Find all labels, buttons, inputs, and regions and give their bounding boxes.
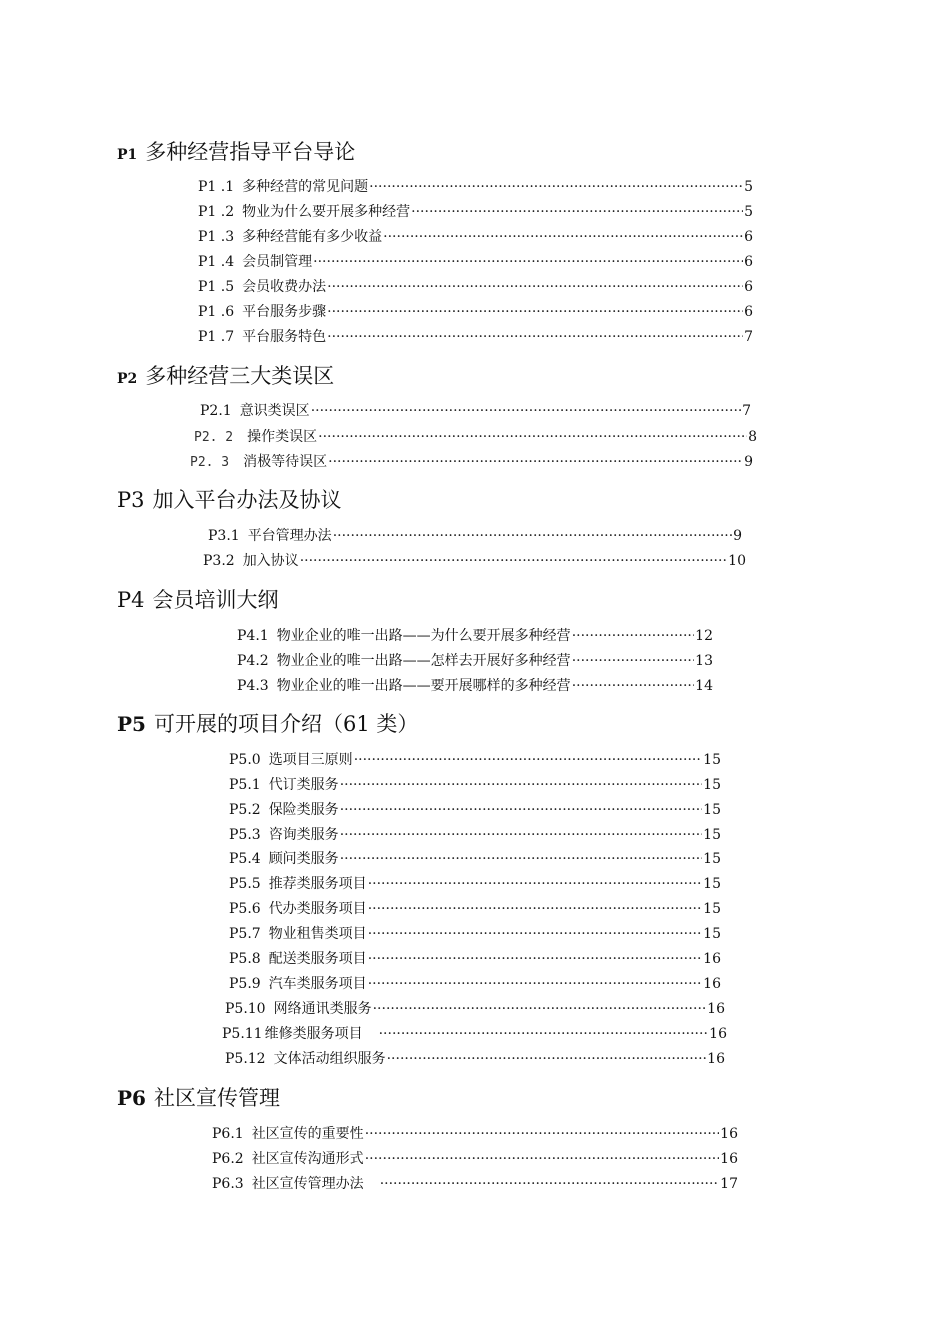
section-heading-p2 [117,363,334,392]
section-heading-p3 [117,487,342,513]
entry-number: P1 .6 [198,304,235,320]
section-heading-p5 [117,711,418,737]
entry-number: P2. 3 [190,455,230,470]
toc-entry-p5-12[interactable] [225,1049,725,1069]
entry-page-number: 16 [703,976,721,992]
entry-number: P5.11 [222,1026,263,1042]
entry-page-number: 15 [703,926,721,942]
entry-page-number: 16 [709,1026,727,1042]
entry-page-number: 9 [744,454,753,470]
dot-leader [383,227,743,247]
entry-title: 平台服务步骤 [242,304,327,320]
toc-entry-p1-7[interactable] [198,327,753,347]
section-code: P1 [117,147,138,163]
dot-leader [365,1124,719,1144]
toc-entry-p5-8[interactable] [229,949,721,969]
entry-page-number: 10 [728,553,746,569]
entry-page-number: 16 [707,1001,725,1017]
section-code: P4 [117,588,145,612]
entry-title: 意识类误区 [239,403,310,419]
dot-leader [373,999,707,1019]
entry-number: P3.1 [208,528,240,544]
dot-leader [327,302,743,322]
toc-entry-p5-3[interactable] [229,825,721,845]
entry-number: P5.5 [229,876,261,892]
entry-title: 多种经营的常见问题 [242,179,369,195]
toc-entry-p5-2[interactable] [229,800,721,820]
entry-number: P4.1 [237,628,269,644]
toc-entry-p4-1[interactable] [237,626,713,646]
dot-leader [340,775,702,795]
entry-title: 推荐类服务项目 [268,876,367,892]
section-heading-p6 [117,1085,280,1111]
entry-number: P6.2 [212,1151,244,1167]
dot-leader [368,899,702,919]
entry-number: P5.7 [229,926,261,942]
entry-number: P6.3 [212,1176,244,1192]
toc-entry-p5-4[interactable] [229,849,721,869]
dot-leader [411,202,743,222]
entry-number: P3.2 [203,553,235,569]
toc-entry-p6-3[interactable] [212,1174,738,1194]
entry-title: 顾问类服务 [268,851,339,867]
section-code: P2 [117,371,138,387]
entry-number: P2.1 [200,403,232,419]
entry-page-number: 5 [744,179,753,195]
toc-entry-p5-7[interactable] [229,924,721,944]
entry-number: P5.4 [229,851,261,867]
section-heading-p1 [117,139,355,168]
dot-leader [572,651,694,671]
section-code: P5 [117,712,146,736]
dot-leader [300,551,727,571]
entry-title: 物业企业的唯一出路——为什么要开展多种经营 [276,628,571,644]
entry-title: 物业企业的唯一出路——怎样去开展好多种经营 [276,653,571,669]
entry-page-number: 13 [695,653,713,669]
entry-number: P6.1 [212,1126,244,1142]
entry-number: P5.8 [229,951,261,967]
entry-title: 会员制管理 [242,254,313,270]
toc-entry-p1-3[interactable] [198,227,753,247]
entry-page-number: 15 [703,901,721,917]
entry-title: 保险类服务 [268,802,339,818]
dot-leader [328,452,743,472]
entry-title: 社区宣传管理办法 [251,1176,364,1192]
dot-leader [368,874,702,894]
dot-leader [327,277,743,297]
entry-number: P1 .2 [198,204,235,220]
dot-leader [369,177,743,197]
dot-leader [379,1024,709,1044]
entry-number: P5.0 [229,752,261,768]
entry-number: P5.10 [225,1001,266,1017]
dot-leader [311,401,741,421]
entry-page-number: 7 [742,403,751,419]
entry-page-number: 6 [744,254,753,270]
entry-page-number: 16 [703,951,721,967]
entry-number: P1 .1 [198,179,235,195]
toc-entry-p2-3[interactable] [190,452,753,472]
section-title: 会员培训大纲 [152,588,279,612]
entry-number: P1 .7 [198,329,235,345]
entry-number: P5.6 [229,901,261,917]
dot-leader [387,1049,707,1069]
entry-page-number: 6 [744,229,753,245]
entry-title: 物业企业的唯一出路——要开展哪样的多种经营 [276,678,571,694]
section-title: 多种经营三大类误区 [145,364,335,388]
section-title: 多种经营指导平台导论 [145,140,356,164]
entry-number: P1 .5 [198,279,235,295]
dot-leader [368,924,702,944]
toc-entry-p2-2[interactable] [194,427,757,447]
section-code: P6 [117,1086,146,1110]
dot-leader [327,327,743,347]
entry-title: 物业租售类项目 [268,926,367,942]
section-title: 加入平台办法及协议 [152,488,342,512]
entry-number: P5.2 [229,802,261,818]
entry-title: 加入协议 [242,553,299,569]
toc-entry-p1-1[interactable] [198,177,753,197]
dot-leader [572,676,694,696]
toc-entry-p6-2[interactable] [212,1149,738,1169]
dot-leader [313,252,743,272]
dot-leader [354,750,702,770]
entry-title: 配送类服务项目 [268,951,367,967]
entry-title: 网络通讯类服务 [273,1001,372,1017]
toc-entry-p1-4[interactable] [198,252,753,272]
entry-page-number: 9 [733,528,742,544]
toc-entry-p3-2[interactable] [203,551,746,571]
dot-leader [365,1149,719,1169]
dot-leader [333,526,732,546]
entry-number: P4.3 [237,678,269,694]
entry-number: P5.12 [225,1051,266,1067]
entry-page-number: 15 [703,827,721,843]
entry-title: 多种经营能有多少收益 [242,229,383,245]
dot-leader [340,849,702,869]
entry-page-number: 15 [703,876,721,892]
entry-title: 咨询类服务 [268,827,339,843]
toc-entry-p5-11[interactable] [222,1024,727,1044]
entry-page-number: 15 [703,851,721,867]
entry-number: P1 .4 [198,254,235,270]
entry-page-number: 6 [744,304,753,320]
entry-title: 文体活动组织服务 [273,1051,386,1067]
entry-title: 物业为什么要开展多种经营 [242,204,411,220]
entry-page-number: 16 [720,1126,738,1142]
entry-number: P2. 2 [194,430,234,445]
entry-number: P5.1 [229,777,261,793]
dot-leader [380,1174,719,1194]
entry-page-number: 16 [707,1051,725,1067]
entry-number: P4.2 [237,653,269,669]
entry-title: 社区宣传沟通形式 [251,1151,364,1167]
entry-number: P1 .3 [198,229,235,245]
toc-entry-p6-1[interactable] [212,1124,738,1144]
toc-entry-p5-5[interactable] [229,874,721,894]
toc-entry-p1-5[interactable] [198,277,753,297]
entry-page-number: 15 [703,752,721,768]
toc-entry-p1-6[interactable] [198,302,753,322]
toc-entry-p5-9[interactable] [229,974,721,994]
entry-title: 选项目三原则 [268,752,353,768]
entry-title: 代办类服务项目 [268,901,367,917]
entry-page-number: 17 [720,1176,738,1192]
entry-title: 汽车类服务项目 [268,976,367,992]
dot-leader [572,626,694,646]
toc-entry-p4-2[interactable] [237,651,713,671]
toc-entry-p1-2[interactable] [198,202,753,222]
entry-page-number: 12 [695,628,713,644]
toc-entry-p5-1[interactable] [229,775,721,795]
entry-page-number: 15 [703,777,721,793]
entry-title: 操作类误区 [247,429,318,445]
section-title: 社区宣传管理 [153,1086,280,1110]
entry-page-number: 8 [748,429,757,445]
toc-entry-p2-1[interactable] [200,401,751,421]
toc-entry-p5-10[interactable] [225,999,725,1019]
toc-entry-p4-3[interactable] [237,676,713,696]
toc-entry-p5-6[interactable] [229,899,721,919]
entry-title: 平台管理办法 [247,528,332,544]
dot-leader [368,949,702,969]
entry-page-number: 15 [703,802,721,818]
dot-leader [368,974,702,994]
entry-page-number: 14 [695,678,713,694]
entry-number: P5.9 [229,976,261,992]
toc-entry-p3-1[interactable] [208,526,742,546]
section-title: 可开展的项目介绍（61 类） [153,712,419,736]
entry-page-number: 5 [744,204,753,220]
entry-title: 社区宣传的重要性 [251,1126,364,1142]
entry-number: P5.3 [229,827,261,843]
section-code: P3 [117,488,145,512]
entry-page-number: 16 [720,1151,738,1167]
entry-title: 会员收费办法 [242,279,327,295]
section-heading-p4 [117,587,279,613]
entry-title: 代订类服务 [268,777,339,793]
entry-page-number: 7 [744,329,753,345]
entry-page-number: 6 [744,279,753,295]
entry-title: 维修类服务项目 [264,1026,363,1042]
dot-leader [340,800,702,820]
entry-title: 平台服务特色 [242,329,327,345]
dot-leader [318,427,747,447]
toc-entry-p5-0[interactable] [229,750,721,770]
entry-title: 消极等待误区 [243,454,328,470]
dot-leader [340,825,702,845]
